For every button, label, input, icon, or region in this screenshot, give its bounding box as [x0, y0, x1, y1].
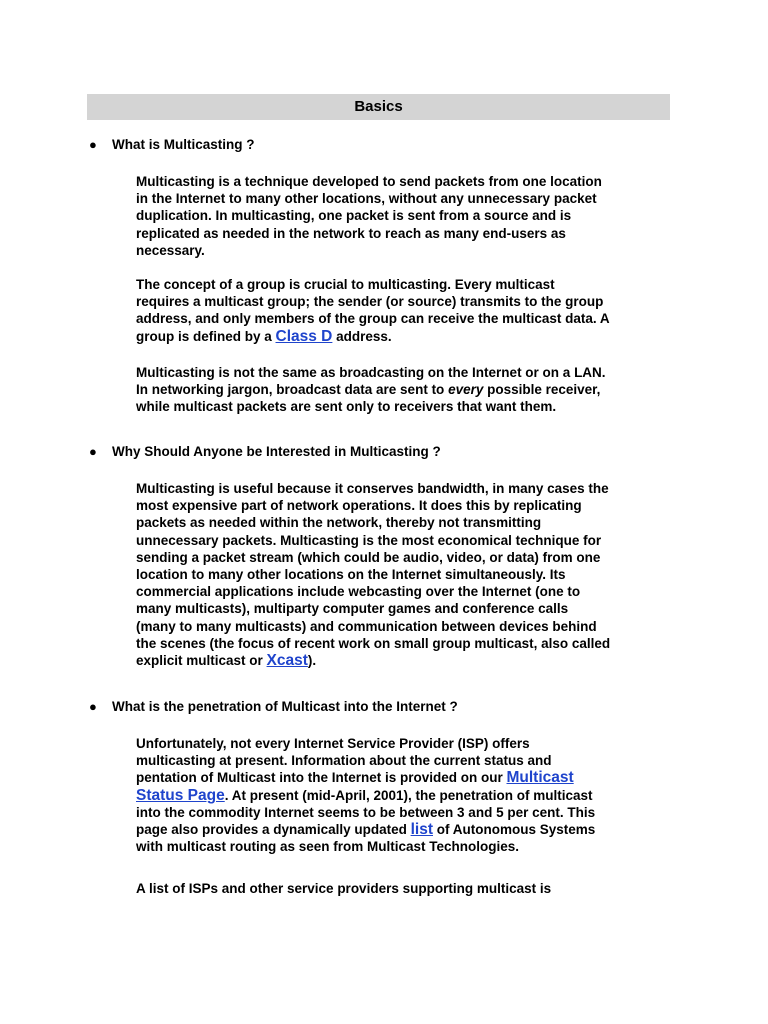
text-line: address, and only members of the group can receive the multicast data. A	[136, 311, 610, 327]
text-fragment: explicit multicast or	[136, 653, 267, 669]
paragraph-vs-broadcasting	[136, 364, 676, 416]
text-line: unnecessary packets. Multicasting is the most economical technique for	[136, 532, 602, 548]
text-line: most expensive part of network operations. It does this by replicating	[136, 498, 582, 514]
as-list-link[interactable]: list	[410, 821, 433, 839]
text-line	[136, 328, 676, 345]
bullet-icon: ●	[89, 444, 97, 459]
question-why-interested	[89, 443, 441, 461]
text-fragment: possible receiver,	[483, 382, 601, 398]
text-line: necessary.	[136, 242, 205, 258]
text-line: while multicast packets are sent only to receivers that want them.	[136, 399, 557, 415]
text-line: multicasting at present. Information about the current status and	[136, 753, 552, 769]
paragraph-isp-list	[136, 880, 676, 897]
text-line: sending a packet stream (which could be audio, video, or data) from one	[136, 549, 601, 565]
text-line: packets as needed within the network, thereby not transmitting	[136, 515, 542, 531]
class-d-link[interactable]: Class D	[275, 327, 333, 345]
text-line: with multicast routing as seen from Multicast Technologies.	[136, 839, 520, 855]
text-fragment: pentation of Multicast into the Internet is provided on our	[136, 770, 507, 786]
section-header-basics: Basics	[87, 94, 670, 120]
text-line: The concept of a group is crucial to multicasting. Every multicast	[136, 277, 555, 292]
text-line: Multicasting is not the same as broadcasting on the Internet or on a LAN.	[136, 365, 606, 380]
text-line: Multicasting is useful because it conserves bandwidth, in many cases the	[136, 481, 609, 496]
multicast-status-page-link[interactable]: Multicast	[506, 769, 574, 787]
question-text: Why Should Anyone be Interested in Multicasting ?	[112, 444, 441, 459]
question-text: What is the penetration of Multicast into the Internet ?	[112, 699, 458, 714]
xcast-link[interactable]: Xcast	[266, 652, 308, 670]
question-penetration	[89, 698, 458, 716]
text-fragment: . At present (mid-April, 2001), the penetration of multicast	[224, 787, 593, 803]
multicast-status-page-link[interactable]: Status Page	[136, 786, 225, 804]
text-line: replicated as needed in the network to reach as many end-users as	[136, 225, 566, 241]
text-line	[136, 821, 676, 838]
question-text: What is Multicasting ?	[112, 137, 255, 152]
text-fragment: page also provides a dynamically updated	[136, 822, 411, 838]
text-fragment: address.	[332, 328, 392, 344]
text-fragment: of Autonomous Systems	[433, 822, 596, 838]
text-line	[136, 652, 676, 669]
text-line: requires a multicast group; the sender (or source) transmits to the group	[136, 294, 604, 310]
text-line: in the Internet to many other locations, without any unnecessary packet	[136, 191, 597, 207]
text-line: the scenes (the focus of recent work on small group multicast, also called	[136, 635, 611, 651]
text-line: many multicasts), multiparty computer games and conference calls	[136, 601, 569, 617]
text-line: Multicasting is a technique developed to send packets from one location	[136, 174, 602, 189]
question-what-is-multicasting	[89, 136, 255, 154]
text-line: (many to many multicasts) and communication between devices behind	[136, 618, 597, 634]
text-line	[136, 381, 676, 398]
bullet-icon: ●	[89, 699, 97, 714]
text-line	[136, 769, 676, 786]
text-fragment: In networking jargon, broadcast data are sent to	[136, 382, 449, 398]
text-line: A list of ISPs and other service providers supporting multicast is	[136, 881, 552, 896]
emphasis-text: every	[448, 382, 484, 398]
text-fragment: ).	[307, 653, 317, 669]
paragraph-definition	[136, 173, 676, 259]
text-line: duplication. In multicasting, one packet is sent from a source and is	[136, 208, 572, 224]
paragraph-usefulness	[136, 480, 676, 669]
paragraph-group-concept	[136, 276, 676, 345]
bullet-icon: ●	[89, 137, 97, 152]
text-line: into the commodity Internet seems to be between 3 and 5 per cent. This	[136, 804, 596, 820]
text-line: location to many other locations on the Internet simultaneously. Its	[136, 567, 566, 583]
paragraph-isp-status	[136, 735, 676, 855]
text-line: commercial applications include webcasting over the Internet (one to	[136, 584, 581, 600]
text-fragment: group is defined by a	[136, 328, 276, 344]
text-line	[136, 787, 676, 804]
text-line: Unfortunately, not every Internet Service Provider (ISP) offers	[136, 736, 530, 751]
